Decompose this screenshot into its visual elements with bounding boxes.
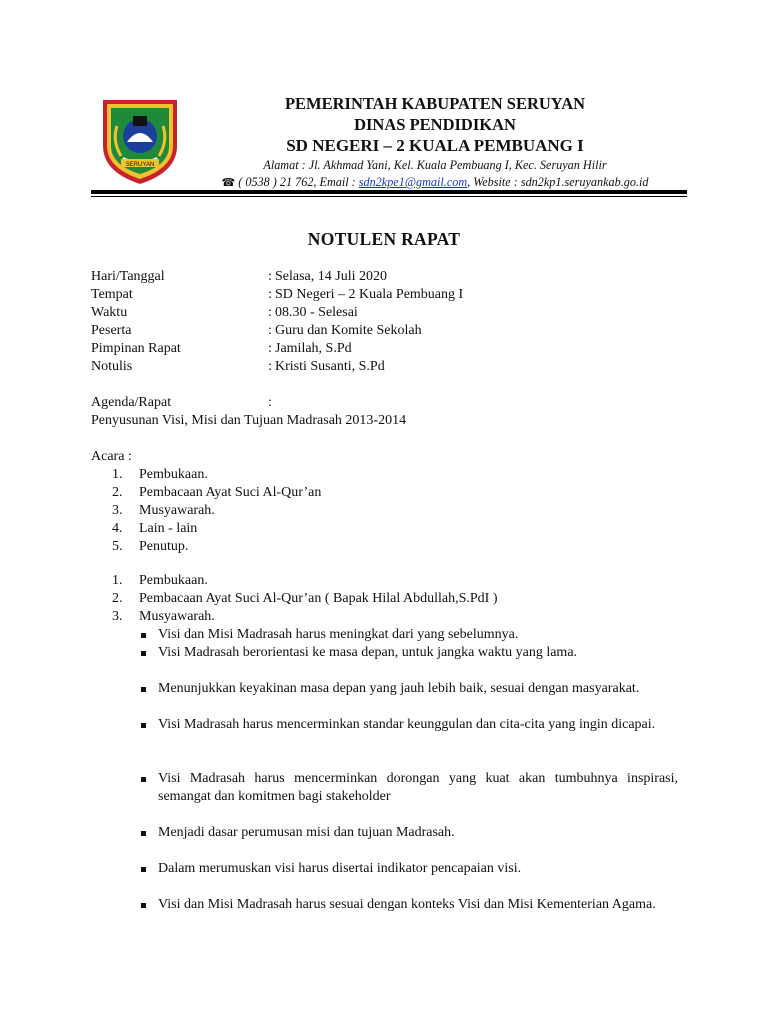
bullet-square-icon [141,777,146,782]
list-number: 3. [112,609,123,624]
bullet-item [138,896,678,914]
info-value: Selasa, 14 Juli 2020 [275,269,387,284]
bullet-text: Visi dan Misi Madrasah harus sesuai dengan konteks Visi dan Misi Kementerian Agama. [158,897,656,912]
acara-label: Acara : [91,449,132,464]
info-value: Kristi Susanti, S.Pd [275,359,385,374]
bullet-item [138,680,678,698]
list-text: Musyawarah. [139,503,215,518]
info-label: Peserta [91,323,132,338]
list-text: Pembacaan Ayat Suci Al-Qur’an ( Bapak Hilal Abdullah,S.PdI ) [139,591,498,606]
info-separator: : [268,305,272,320]
info-value: Guru dan Komite Sekolah [275,323,422,338]
contact-suffix: , Website : sdn2kp1.seruyankab.go.id [467,175,649,189]
list-number: 1. [112,573,123,588]
list-number: 4. [112,521,123,536]
bullet-square-icon [141,867,146,872]
info-label: Tempat [91,287,133,302]
email-link[interactable]: sdn2kpe1@gmail.com [358,175,468,189]
list-text: Pembacaan Ayat Suci Al-Qur’an [139,485,322,500]
info-separator: : [268,269,272,284]
agenda-label: Agenda/Rapat [91,395,172,410]
bullet-square-icon [141,831,146,836]
info-label: Hari/Tanggal [91,269,165,284]
info-value: Jamilah, S.Pd [275,341,352,356]
government-name: PEMERINTAH KABUPATEN SERUYAN [284,94,586,113]
bullet-item [138,716,678,734]
bullet-item [138,770,678,806]
bullet-square-icon [141,633,146,638]
bullet-item [138,824,678,842]
contact-line [190,174,680,191]
telephone-icon: ☎ [221,176,236,189]
info-separator: : [268,323,272,338]
department-name: DINAS PENDIDIKAN [354,115,516,134]
bullet-square-icon [141,723,146,728]
list-number: 5. [112,539,123,554]
info-separator: : [268,341,272,356]
info-label: Waktu [91,305,128,320]
bullet-square-icon [141,903,146,908]
info-separator: : [268,359,272,374]
bullet-text: Dalam merumuskan visi harus disertai indikator pencapaian visi. [158,861,522,876]
list-number: 2. [112,485,123,500]
list-text: Penutup. [139,539,189,554]
letterhead [190,93,680,191]
list-number: 1. [112,467,123,482]
info-value: SD Negeri – 2 Kuala Pembuang I [275,287,464,302]
bullet-square-icon [141,687,146,692]
bullet-item [138,626,678,644]
list-text: Pembukaan. [139,467,208,482]
list-text: Pembukaan. [139,573,208,588]
bullet-text: Visi dan Misi Madrasah harus meningkat dari yang sebelumnya. [158,627,519,642]
contact-prefix: ( 0538 ) 21 762, Email : [235,175,359,189]
document-title: NOTULEN RAPAT [307,229,461,249]
info-value: 08.30 - Selesai [275,305,358,320]
school-name: SD NEGERI – 2 KUALA PEMBUANG I [286,136,584,155]
list-number: 3. [112,503,123,518]
bullet-text: Visi Madrasah berorientasi ke masa depan, untuk jangka waktu yang lama. [158,645,578,660]
agenda-colon: : [268,395,272,410]
bullet-text: Menjadi dasar perumusan misi dan tujuan Madrasah. [158,825,455,840]
agenda-text: Penyusunan Visi, Misi dan Tujuan Madrasah 2013-2014 [91,413,407,428]
info-separator: : [268,287,272,302]
list-number: 2. [112,591,123,606]
list-text: Musyawarah. [139,609,215,624]
bullet-text: Visi Madrasah harus mencerminkan dorongan yang kuat akan tumbuhnya inspirasi, semangat dan komitmen bagi stakeholder [158,771,678,804]
bullet-item [138,860,678,878]
info-label: Pimpinan Rapat [91,341,181,356]
letterhead-divider-thick [91,190,687,194]
school-address: Alamat : Jl. Akhmad Yani, Kel. Kuala Pembuang I, Kec. Seruyan Hilir [263,158,607,172]
bullet-square-icon [141,651,146,656]
info-label: Notulis [91,359,133,374]
regency-emblem-logo [97,96,183,186]
letterhead-divider-thin [91,196,687,197]
logo-text: SERUYAN [125,162,155,168]
bullet-text: Visi Madrasah harus mencerminkan standar keunggulan dan cita-cita yang ingin dicapai. [158,717,656,732]
bullet-text: Menunjukkan keyakinan masa depan yang jauh lebih baik, sesuai dengan masyarakat. [158,681,640,696]
bullet-item [138,644,678,662]
list-text: Lain - lain [139,521,198,536]
